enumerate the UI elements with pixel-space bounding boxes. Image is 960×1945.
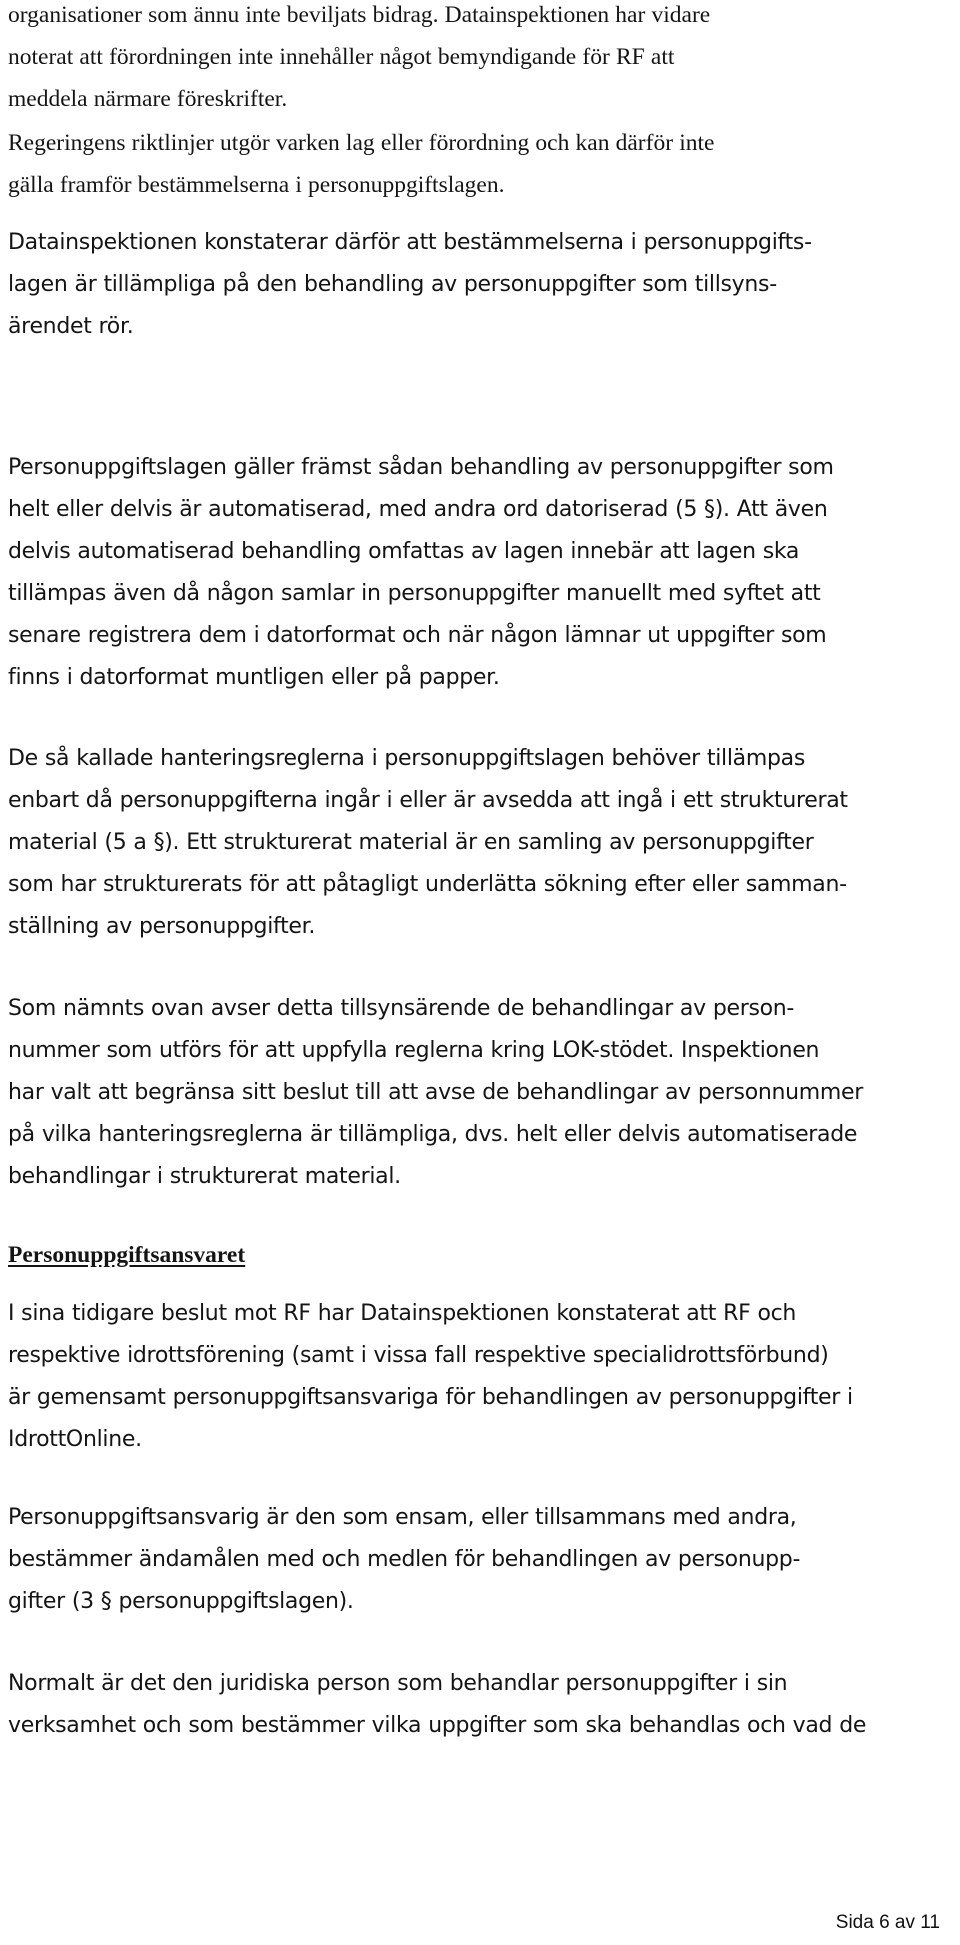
text-line: helt eller delvis är automatiserad, med andra ord datoriserad (5 §). Att även	[8, 497, 828, 522]
text-line: behandlingar i strukturerat material.	[8, 1164, 401, 1189]
text-line: gälla framför bestämmelserna i personuppgiftslagen.	[8, 172, 505, 198]
text-line: på vilka hanteringsreglerna är tillämpliga, dvs. helt eller delvis automatiserade	[8, 1122, 858, 1147]
text-line: material (5 a §). Ett strukturerat material är en samling av personuppgifter	[8, 830, 814, 855]
text-line: noterat att förordningen inte innehåller något bemyndigande för RF att	[8, 44, 675, 70]
text-line: har valt att begränsa sitt beslut till att avse de behandlingar av personnummer	[8, 1080, 864, 1105]
paragraph-6	[8, 988, 863, 1198]
paragraph-5	[8, 738, 848, 948]
text-line: ställning av personuppgifter.	[8, 914, 316, 939]
text-line: I sina tidigare beslut mot RF har Datainspektionen konstaterat att RF och	[8, 1301, 797, 1326]
text-line: Som nämnts ovan avser detta tillsynsärende de behandlingar av person-	[8, 996, 795, 1021]
text-line: IdrottOnline.	[8, 1427, 142, 1452]
text-line: Regeringens riktlinjer utgör varken lag eller förordning och kan därför inte	[8, 130, 715, 156]
paragraph-1	[8, 0, 710, 120]
text-line: Personuppgiftslagen gäller främst sådan behandling av personuppgifter som	[8, 455, 834, 480]
text-line: Datainspektionen konstaterar därför att bestämmelserna i personuppgifts-	[8, 230, 812, 255]
paragraph-7	[8, 1293, 853, 1461]
paragraph-8	[8, 1497, 800, 1623]
text-line: De så kallade hanteringsreglerna i personuppgiftslagen behöver tillämpas	[8, 746, 806, 771]
text-line: meddela närmare föreskrifter.	[8, 86, 288, 112]
text-line: verksamhet och som bestämmer vilka uppgifter som ska behandlas och vad de	[8, 1713, 867, 1738]
text-line: lagen är tillämpliga på den behandling av personuppgifter som tillsyns-	[8, 272, 777, 297]
text-line: Normalt är det den juridiska person som behandlar personuppgifter i sin	[8, 1671, 788, 1696]
text-line: delvis automatiserad behandling omfattas av lagen innebär att lagen ska	[8, 539, 800, 564]
text-line: enbart då personuppgifterna ingår i eller är avsedda att ingå i ett strukturerat	[8, 788, 848, 813]
text-line: ärendet rör.	[8, 314, 134, 339]
section-heading: Personuppgiftsansvaret	[8, 1242, 246, 1268]
text-line: Personuppgiftsansvarig är den som ensam, eller tillsammans med andra,	[8, 1505, 797, 1530]
paragraph-2	[8, 122, 714, 206]
text-line: är gemensamt personuppgiftsansvariga för behandlingen av personuppgifter i	[8, 1385, 853, 1410]
text-line: organisationer som ännu inte beviljats bidrag. Datainspektionen har vidare	[8, 2, 711, 28]
text-line: tillämpas även då någon samlar in personuppgifter manuellt med syftet att	[8, 581, 821, 606]
paragraph-4	[8, 447, 834, 699]
text-line: respektive idrottsförening (samt i vissa fall respektive specialidrottsförbund)	[8, 1343, 829, 1368]
text-line: finns i datorformat muntligen eller på papper.	[8, 665, 500, 690]
paragraph-3	[8, 222, 812, 348]
page-number: Sida 6 av 11	[835, 1912, 940, 1933]
paragraph-9	[8, 1663, 866, 1747]
text-line: som har strukturerats för att påtagligt underlätta sökning efter eller samman-	[8, 872, 847, 897]
text-line: senare registrera dem i datorformat och när någon lämnar ut uppgifter som	[8, 623, 827, 648]
text-line: bestämmer ändamålen med och medlen för behandlingen av personupp-	[8, 1547, 801, 1572]
text-line: nummer som utförs för att uppfylla reglerna kring LOK-stödet. Inspektionen	[8, 1038, 820, 1063]
text-line: gifter (3 § personuppgiftslagen).	[8, 1589, 354, 1614]
